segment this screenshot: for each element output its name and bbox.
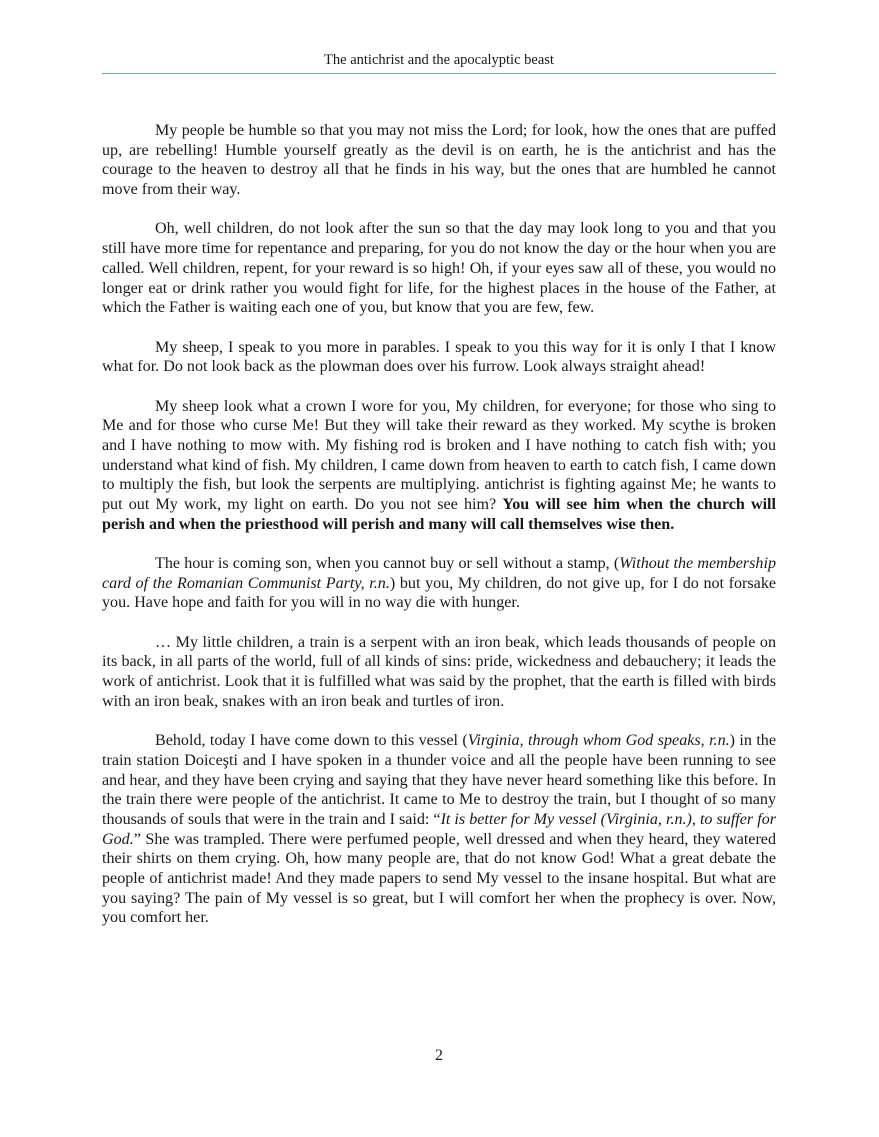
paragraph-crown: My sheep look what a crown I wore for you, My children, for everyone; for those who sing to Me and for those who curse Me! But they will take their reward as they worked. My scythe is broken and I have nothing to mow with. My fishing rod is broken and I have nothing to catch fish with; you understand what kind of fish. My children, I came down from heaven to earth to catch fish, I came down to multiply the fish, but look the serpents are multiplying. antichrist is fighting against Me; he wants to put out My work, my light on earth. Do you not see him? You will see him when the church will perish and when the priesthood will perish and many will call themselves wise then. (102, 397, 776, 533)
editor-note-membership-card: Without the membership card of the Romanian Communist Party, r.n. (102, 555, 776, 592)
page-number: 2 (435, 1047, 443, 1064)
header-rule (102, 73, 776, 74)
paragraph-train-station: Behold, today I have come down to this vessel (Virginia, through whom God speaks, r.n.) in the train station Doiceşti and I have spoken in a thunder voice and all the people have been running to see and hear, and they have been crying and saying that they have never heard something like this before. In the train there were people of the antichrist. It came to Me to destroy the train, but I thought of so many thousands of souls that were in the train and I said: “It is better for My vessel (Virginia, r.n.), to suffer for God.” She was trampled. There were perfumed people, well dressed and when they heard, they watered their shirts on them crying. Oh, how many people are, that do not know God! What a great debate the people of antichrist made! And they made papers to send My vessel to the insane hospital. But what are you saying? The pain of My vessel is so great, but I will comfort her when the prophecy is over. Now, you comfort her. (102, 732, 777, 927)
paragraph-stamp: The hour is coming son, when you cannot buy or sell without a stamp, (Without the membership card of the Romanian Communist Party, r.n.) but you, My children, do not give up, for I do not forsake you. Have hope and faith for you will in no way die with hunger. (102, 555, 777, 612)
paragraph-humble: My people be humble so that you may not miss the Lord; for look, how the ones that are puffed up, are rebelling! Humble yourself greatly as the devil is on earth, he is the antichrist and has the courage to the heaven to destroy all that he finds in his way, but the ones that are humbled he cannot move from their way. (102, 122, 776, 199)
paragraph-train-serpent: … My little children, a train is a serpent with an iron beak, which leads thousands of people on its back, in all parts of the world, full of all kinds of sins: pride, wickedness and debauchery; it leads the work of antichrist. Look that it is fulfilled what was said by the prophet, that the earth is filled with birds with an iron beak, snakes with an iron beak and turtles of iron. (102, 633, 776, 710)
emphasis-church-perish: You will see him when the church will perish and when the priesthood will perish and many will call themselves wise then. (102, 496, 776, 533)
running-header: The antichrist and the apocalyptic beast (324, 52, 554, 68)
body-text (102, 121, 776, 928)
paragraph-parables: My sheep, I speak to you more in parables. I speak to you this way for it is only I that I know what for. Do not look back as the plowman does over his furrow. Look always straight ahead! (102, 338, 776, 376)
editor-note-virginia: Virginia, through whom God speaks, r.n. (467, 732, 730, 750)
paragraph-repent: Oh, well children, do not look after the sun so that the day may look long to you and that you still have more time for repentance and preparing, for you do not know the day or the hour when you are called. Well children, repent, for your reward is so high! Oh, if your eyes saw all of these, you would no longer eat or drink rather you would fight for life, for the highest places in the house of the Father, at which the Father is waiting each one of you, but know that you are few, few. (102, 220, 776, 317)
quote-better-for-vessel: It is better for My vessel (Virginia, r.n.), to suffer for God. (102, 810, 777, 848)
